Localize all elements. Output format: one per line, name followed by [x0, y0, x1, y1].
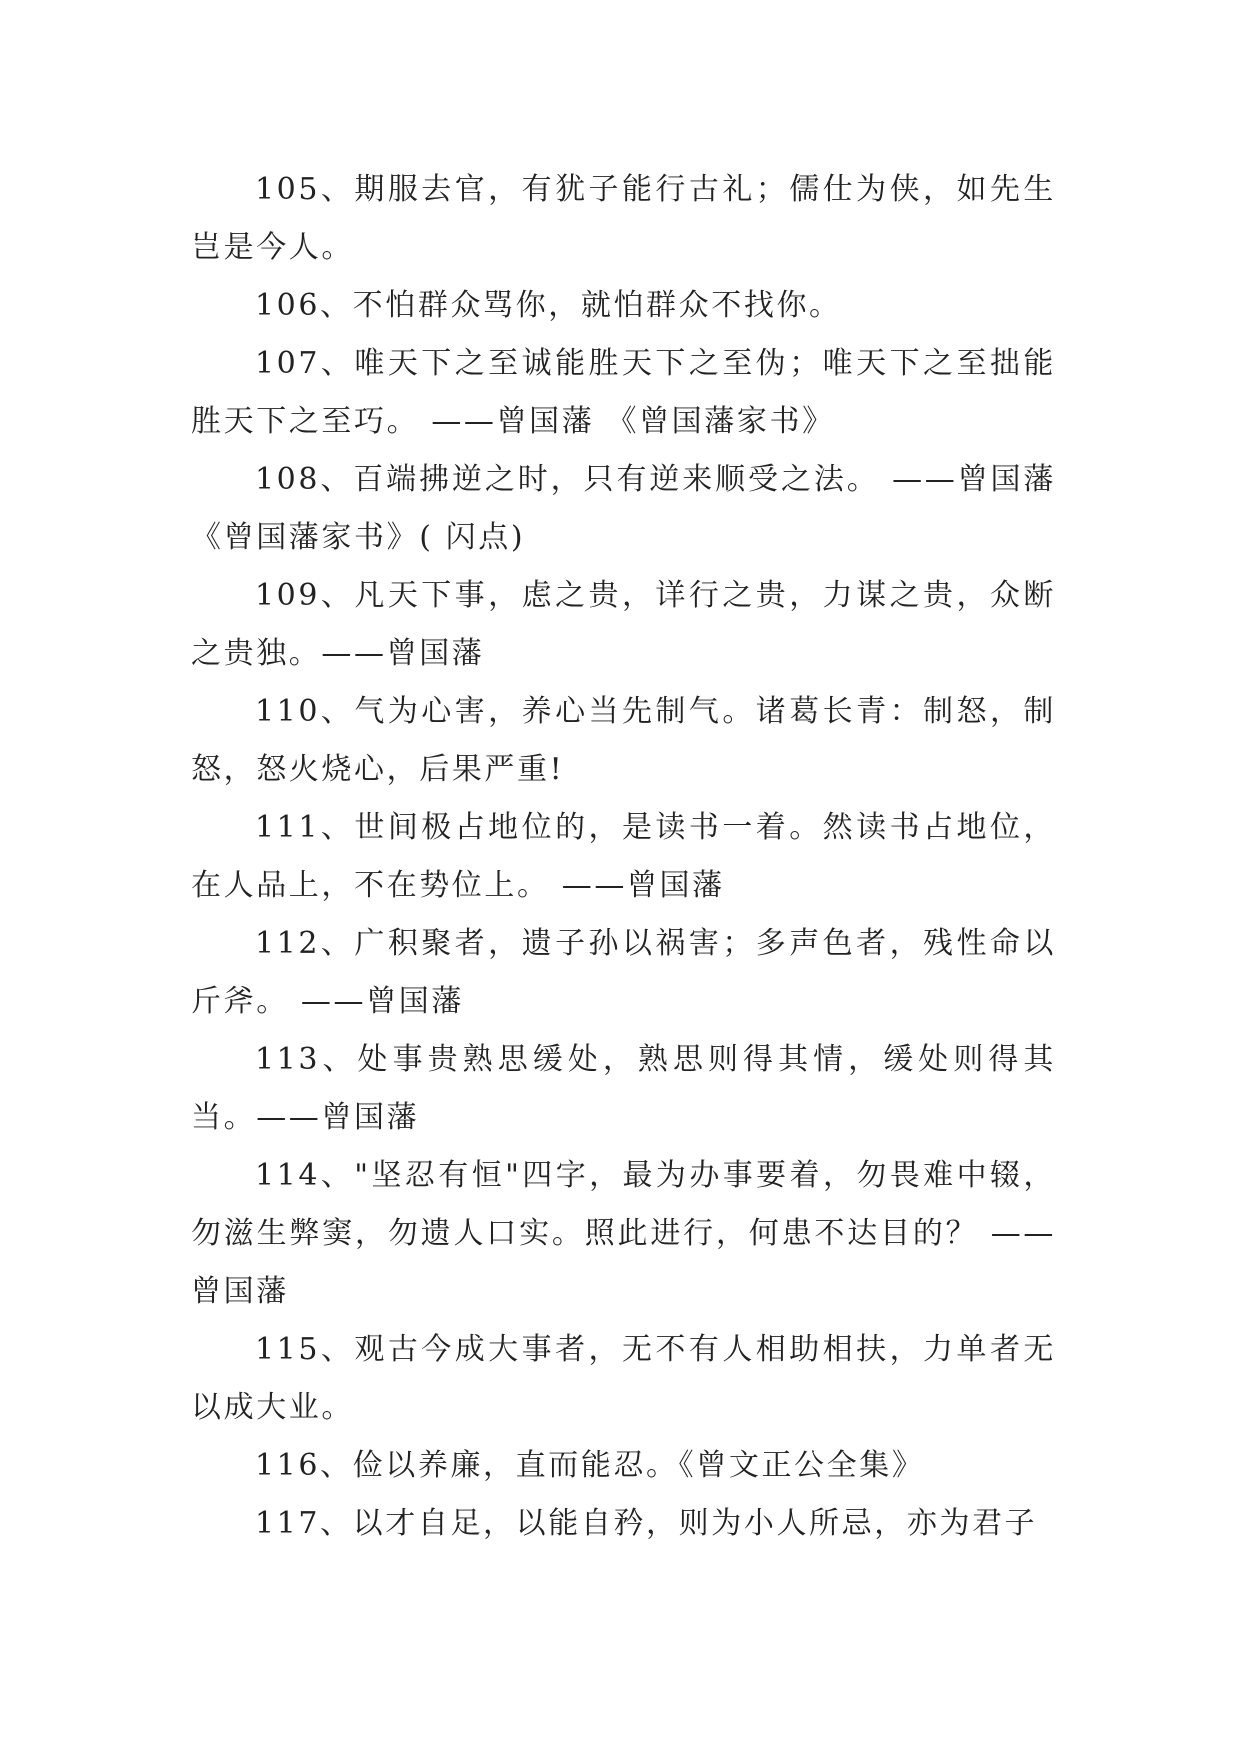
- paragraph-106: 106、不怕群众骂你，就怕群众不找你。: [255, 288, 842, 323]
- paragraph-114: 114、"坚忍有恒"四字，最为办事要着，勿畏难中辍，勿滋生弊窦，勿遗人口实。照此进行，何患不达目的？ ——曾国藩: [191, 1158, 1056, 1309]
- paragraph-115: 115、观古今成大事者，无不有人相助相扶，力单者无以成大业。: [191, 1332, 1056, 1425]
- paragraph-109: 109、凡天下事，虑之贵，详行之贵，力谋之贵，众断之贵独。——曾国藩: [191, 578, 1056, 671]
- paragraph-113: 113、处事贵熟思缓处，熟思则得其情，缓处则得其当。——曾国藩: [191, 1042, 1056, 1135]
- document-body: [191, 161, 1056, 1553]
- paragraph-105: 105、期服去官，有犹子能行古礼；儒仕为侠，如先生岂是今人。: [191, 172, 1056, 265]
- paragraph-107: 107、唯天下之至诚能胜天下之至伪；唯天下之至拙能胜天下之至巧。 ——曾国藩 《曾国藩家书》: [191, 346, 1056, 439]
- paragraph-108: 108、百端拂逆之时，只有逆来顺受之法。 ——曾国藩 《曾国藩家书》( 闪点): [191, 462, 1056, 555]
- paragraph-111: 111、世间极占地位的，是读书一着。然读书占地位，在人品上，不在势位上。 ——曾国藩: [191, 810, 1056, 903]
- paragraph-116: 116、俭以养廉，直而能忍。《曾文正公全集》: [255, 1448, 925, 1483]
- paragraph-112: 112、广积聚者，遗子孙以祸害；多声色者，残性命以斤斧。 ——曾国藩: [191, 926, 1056, 1019]
- paragraph-117: 117、以才自足，以能自矜，则为小人所忌，亦为君子: [255, 1506, 1038, 1541]
- paragraph-110: 110、气为心害，养心当先制气。诸葛长青：制怒，制怒，怒火烧心，后果严重!: [191, 694, 1056, 787]
